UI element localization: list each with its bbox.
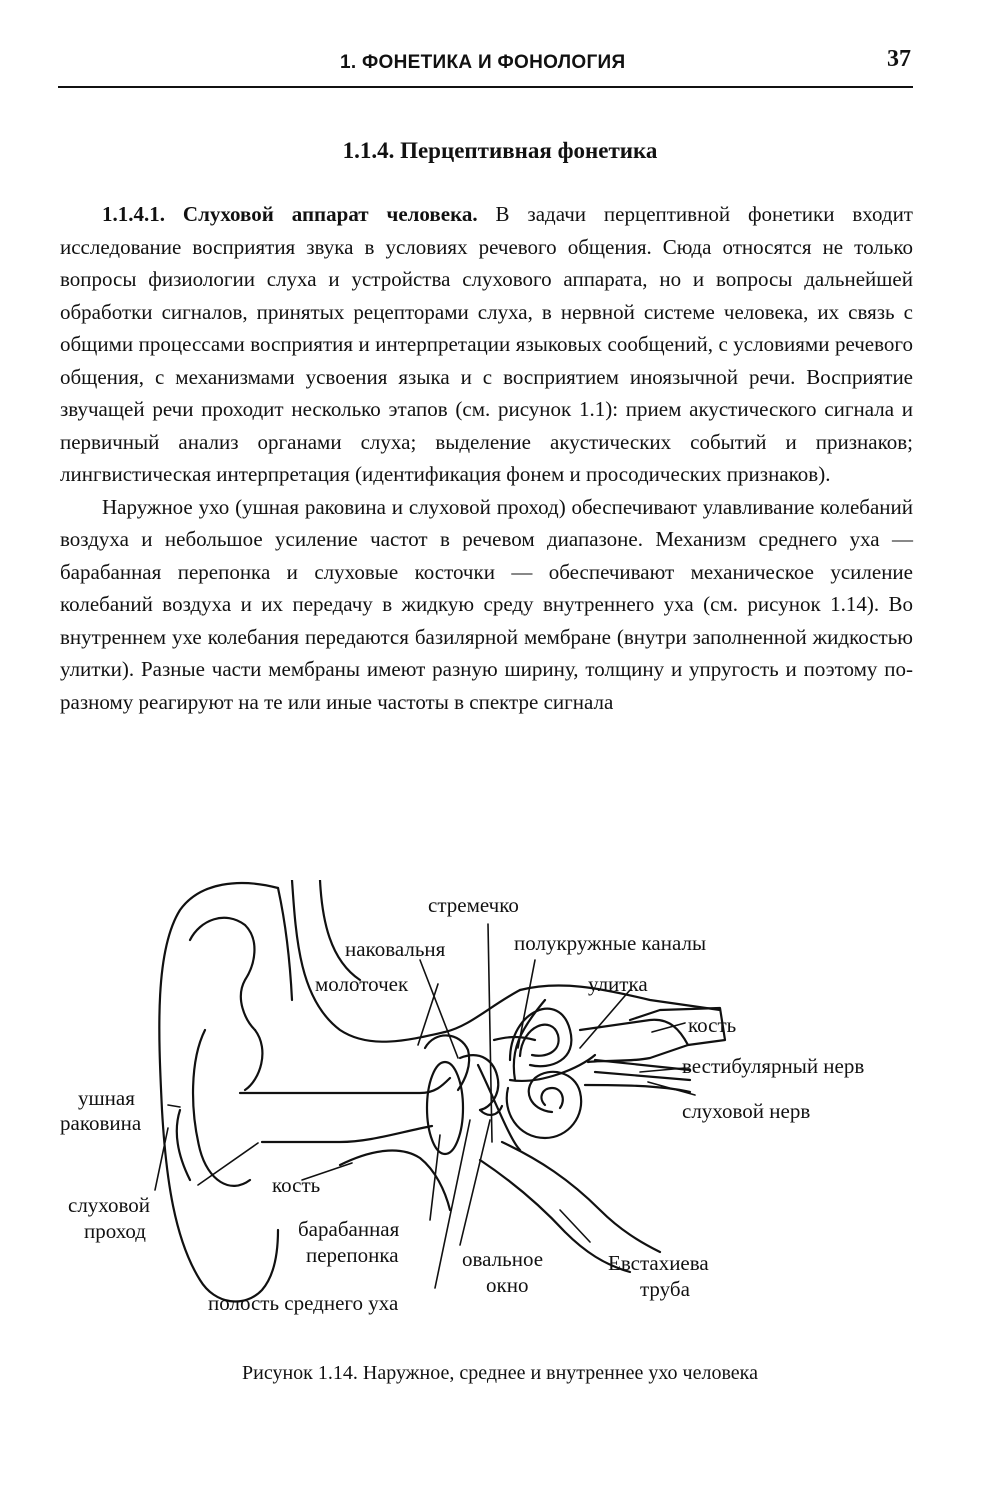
figure-caption: Рисунок 1.14. Наружное, среднее и внутреннее ухо человека bbox=[242, 1362, 758, 1384]
label-cochlea: улитка bbox=[588, 972, 648, 996]
paragraph-2: Наружное ухо (ушная раковина и слуховой проход) обеспечивают улавливание колебаний воздуха и небольшое усиление частот в речевом диапазоне. Механизм среднего уха — барабанная перепонка и слуховые косточки — обеспечивают механическое усиление колебаний воздуха и их передачу в жидкую среду внутреннего уха (см. рисунок 1.14). Во внутреннем ухе колебания передаются базилярной мембране (внутри заполненной жидкостью улитки). Разные части мембраны имеют разную ширину, толщину и упругость и поэтому по-разному реагируют на те или иные частоты в спектре сигнала bbox=[60, 494, 913, 714]
page-number: 37 bbox=[887, 46, 911, 72]
label-semicircular-canals: полукружные каналы bbox=[514, 931, 707, 955]
label-auricle-line1: ушная bbox=[78, 1086, 135, 1110]
running-header bbox=[58, 44, 913, 88]
label-auditory-nerve: слуховой нерв bbox=[682, 1099, 811, 1123]
label-middle-ear-cavity: полость среднего уха bbox=[208, 1291, 399, 1315]
paragraph-1 bbox=[60, 198, 913, 491]
ear-diagram bbox=[40, 880, 960, 1320]
label-bone-right: кость bbox=[688, 1013, 737, 1037]
label-auricle-line2: раковина bbox=[60, 1111, 142, 1135]
paragraph-1-text: В задачи перцептивной фонетики входит исследование восприятия звука в условиях речевого общения. Сюда относятся не только вопросы физиологии слуха и устройства слухового аппарата, но и вопросы дальнейшей обработки сигналов, принятых рецепторами слуха, в нервной системе человека, их связь с общими процессами восприятия и интерпретации языковых сообщений, с условиями речевого общения, с механизмами усвоения языка и с восприятием иноязычной речи. Восприятие звучащей речи проходит несколько этапов (см. рисунок 1.1): прием акустического сигнала и первичный анализ органами слуха; выделение акустических событий и признаков; лингвистическая интерпретация (идентификация фонем и просодических признаков). bbox=[60, 202, 913, 486]
label-oval-window-line1: овальное bbox=[462, 1247, 544, 1271]
label-oval-window-line2: окно bbox=[486, 1273, 529, 1297]
label-eustachian-line2: труба bbox=[640, 1277, 690, 1301]
label-canal-line1: слуховой bbox=[68, 1193, 151, 1217]
label-eardrum-line1: барабанная bbox=[298, 1217, 400, 1241]
label-eardrum-line2: перепонка bbox=[306, 1243, 399, 1267]
label-eustachian-line1: Евстахиева bbox=[608, 1251, 709, 1275]
ear-canal-drawing bbox=[240, 880, 520, 1142]
subsection-heading: 1.1.4.1. Слуховой аппарат человека. bbox=[102, 202, 478, 226]
section-title: 1.1.4. Перцептивная фонетика bbox=[342, 138, 658, 163]
label-malleus: молоточек bbox=[315, 972, 409, 996]
running-title: 1. ФОНЕТИКА И ФОНОЛОГИЯ bbox=[340, 52, 626, 73]
label-incus: наковальня bbox=[345, 937, 446, 961]
body-text bbox=[60, 198, 913, 718]
label-stapes: стремечко bbox=[428, 893, 519, 917]
label-canal-line2: проход bbox=[84, 1219, 146, 1243]
ear-figure bbox=[40, 880, 960, 1320]
label-bone-left: кость bbox=[272, 1173, 321, 1197]
lower-bone-drawing bbox=[340, 1151, 450, 1210]
label-vestibular-nerve: вестибулярный нерв bbox=[682, 1054, 865, 1078]
